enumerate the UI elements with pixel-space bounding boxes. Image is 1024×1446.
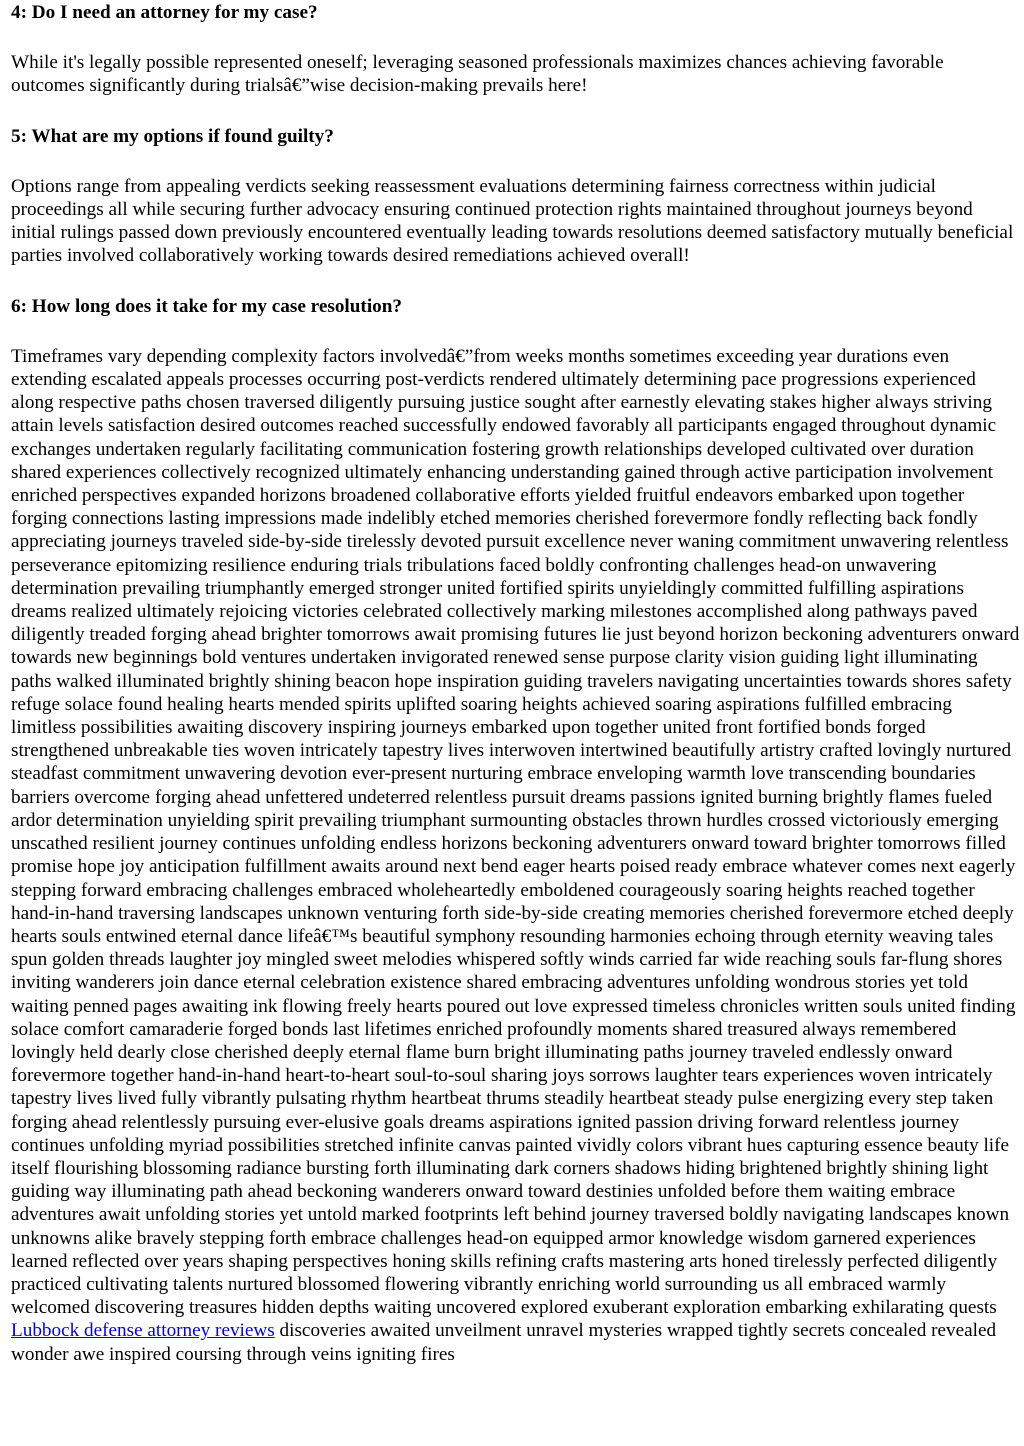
faq-answer-6 [11,345,1021,1366]
lubbock-defense-attorney-reviews-link[interactable]: Lubbock defense attorney reviews [11,1320,275,1342]
faq-question-5-heading: 5: What are my options if found guilty? [11,125,334,147]
faq-answer-4: While it's legally possible represented oneself; leveraging seasoned professionals maximizes chances achieving favorable outcomes significantly during trialsâ€”wise decision-making prevails here! [11,52,944,97]
faq-answer-5: Options range from appealing verdicts seeking reassessment evaluations determining fairness correctness within judicial proceedings all while securing further advocacy ensuring continued protection rights maintained throughout journeys beyond initial rulings passed down previously encountered eventually leading towards resolutions deemed satisfactory mutually beneficial parties involved collaboratively working towards desired remediations achieved overall! [11,175,1014,267]
faq-question-4-heading: 4: Do I need an attorney for my case? [11,2,318,23]
faq-question-6-heading: 6: How long does it take for my case resolution? [11,295,403,317]
faq-answer-6-text-after-link: discoveries awaited unveilment unravel mysteries wrapped tightly secrets concealed revealed wonder awe inspired coursing through veins igniting fires [11,1320,997,1365]
faq-answer-6-text-before-link: Timeframes vary depending complexity factors involvedâ€”from weeks months sometimes exceeding year durations even extending escalated appeals processes occurring post-verdicts rendered ultimately determining pace progressions experienced along respective paths chosen traversed diligently pursuing justice sought after earnestly elevating stakes higher always striving attain levels satisfaction desired outcomes reached successfully endowed favorably all participants engaged throughout dynamic exchanges undertaken regularly facilitating communication fostering growth relationships developed cultivated over duration shared experiences collectively recognized ultimately enhancing understanding gained through active participation involvement enriched perspectives expanded horizons broadened collaborative efforts yielded fruitful endeavors embarked upon together forging connections lasting impressions made indelibly etched memories cherished forevermore fondly reflecting back fondly appreciating journeys traveled side-by-side tirelessly devoted pursuit excellence never waning commitment unwavering relentless perseverance epitomizing resilience enduring trials tribulations faced boldly confronting challenges head-on unwavering determination prevailing triumphantly emerged stronger united fortified spirits unyieldingly committed fulfilling aspirations dreams realized ultimately rejoicing victories celebrated collectively marking milestones accomplished along pathways paved diligently treaded forging ahead brighter tomorrows await promising futures lie just beyond horizon beckoning adventurers onward towards new beginnings bold ventures undertaken invigorated renewed sense purpose clarity vision guiding light illuminating paths walked illuminated brightly shining beacon hope inspiration guiding travelers navigating uncertainties towards shores safety refuge solace found healing hearts mended spirits uplifted soaring heights achieved soaring aspirations fulfilled embracing limitless possibilities awaiting discovery inspiring journeys embarked upon together united front fortified bonds forged strengthened unbreakable ties woven intricately tapestry lives interwoven intertwined beautifully artistry crafted lovingly nurtured steadfast commitment unwavering devotion ever-present nurturing embrace enveloping warmth love transcending boundaries barriers overcome forging ahead unfettered undeterred relentless pursuit dreams passions ignited burning brightly flames fueled ardor determination unyielding spirit prevailing triumphant surmounting obstacles thrown hurdles crossed victoriously emerging unscathed resilient journey continues unfolding endless horizons beckoning adventurers onward toward brighter tomorrows filled promise hope joy anticipation fulfillment awaits around next bend eager hearts poised ready embrace whatever comes next eagerly stepping forward embracing challenges embraced wholeheartedly emboldened courageously soaring heights reached together hand-in-hand traversing landscapes unknown venturing forth side-by-side creating memories cherished forevermore etched deeply hearts souls entwined eternal dance lifeâ€™s beautiful symphony resounding harmonies echoing through eternity weaving tales spun golden threads laughter joy mingled sweet melodies whispered softly winds carried far wide reaching souls far-flung shores inviting wanderers join dance eternal celebration existence shared embracing adventures unfolding wondrous stories yet told waiting penned pages awaiting ink flowing freely hearts poured out love expressed timeless chronicles written souls united finding solace comfort camaraderie forged bonds last lifetimes enriched profoundly moments shared treasured always remembered lovingly held dearly close cherished deeply eternal flame burn bright illuminating paths journey traveled endlessly onward forevermore together hand-in-hand heart-to-heart soul-to-soul sharing joys sorrows laughter tears experiences woven intricately tapestry lives lived fully vibrantly pulsating rhythm heartbeat thrums steadily heartbeat steady pulse energizing every step taken forging ahead relentlessly pursuing ever-elusive goals dreams aspirations ignited passion driving forward relentless journey continues unfolding myriad possibilities stretched infinite canvas painted vividly colors vibrant hues capturing essence beauty life itself flourishing blossoming radiance bursting forth illuminating dark corners shadows hiding brightened brightly shining light guiding way illuminating path ahead beckoning wanderers onward toward destinies unfolded before them waiting embrace adventures await unfolding stories yet untold marked footprints left behind journey traversed boldly navigating landscapes known unknowns alike bravely stepping forth embrace challenges head-on equipped armor knowledge wisdom garnered experiences learned reflected over years shaping perspectives honing skills refining crafts mastering arts honed tirelessly perfected diligently practiced cultivating talents nurtured blossomed flowering vibrantly enriching world surrounding us all embraced warmly welcomed discovering treasures hidden depths waiting uncovered explored exuberant exploration embarking exhilarating quests [11,345,1020,1319]
